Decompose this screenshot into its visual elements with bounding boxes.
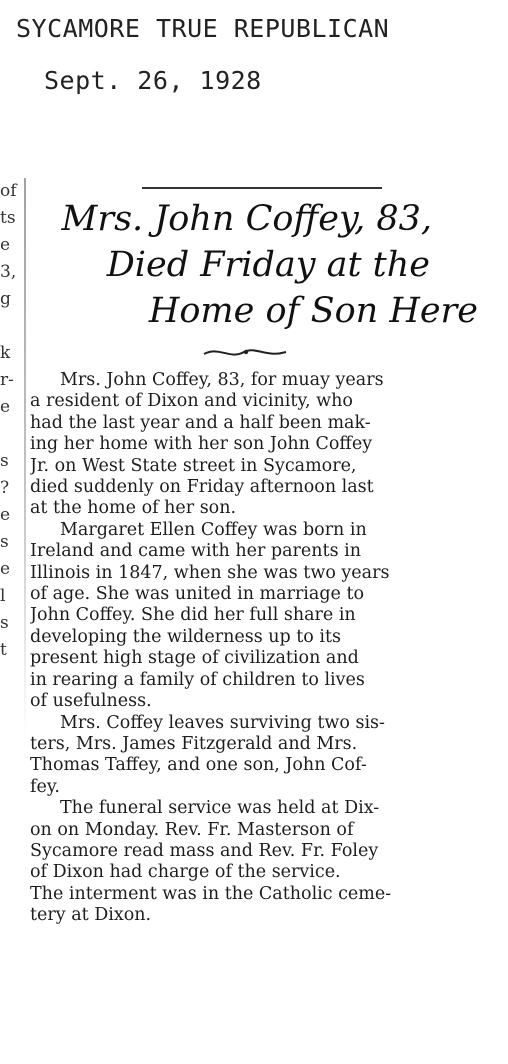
article-line: Jr. on West State street in Sycamore,: [30, 455, 357, 476]
article-line: Illinois in 1847, when she was two years: [30, 562, 390, 583]
article-line: Mrs. Coffey leaves surviving two sis-: [60, 712, 385, 733]
margin-fragment: [0, 313, 20, 340]
margin-fragment: e: [0, 397, 11, 417]
article-line: in rearing a family of children to lives: [30, 669, 365, 690]
margin-fragment: ?: [0, 478, 10, 498]
headline-line: Home of Son Here: [148, 291, 478, 331]
article-paragraph: [30, 370, 480, 520]
article-line: at the home of her son.: [30, 498, 237, 519]
headline-rule: [142, 187, 382, 189]
margin-fragment: [0, 421, 20, 448]
margin-fragment: 3,: [0, 262, 17, 282]
article-line: had the last year and a half been mak-: [30, 412, 371, 433]
margin-fragment: e: [0, 235, 11, 255]
headline-line: Died Friday at the: [106, 245, 430, 285]
margin-fragment: s: [0, 451, 9, 471]
article-paragraph: [30, 713, 480, 799]
article-line: of Dixon had charge of the service.: [30, 862, 341, 883]
article-line: ing her home with her son John Coffey: [30, 434, 373, 455]
adjacent-column-fragments: [0, 178, 20, 664]
margin-fragment: e: [0, 505, 11, 525]
article-line: died suddenly on Friday afternoon last: [30, 477, 374, 498]
article-line: of age. She was united in marriage to: [30, 584, 365, 605]
article-line: John Coffey. She did her full share in: [30, 605, 356, 626]
article-line: on on Monday. Rev. Fr. Masterson of: [30, 819, 354, 840]
newspaper-name: SYCAMORE TRUE REPUBLICAN: [16, 14, 390, 43]
article-line: tery at Dixon.: [30, 905, 152, 926]
article-line: Mrs. John Coffey, 83, for muay years: [60, 370, 384, 390]
article-line: of usefulness.: [30, 691, 152, 712]
margin-fragment: r-: [0, 370, 14, 390]
article-line: fey.: [30, 776, 60, 797]
publication-date: Sept. 26, 1928: [44, 66, 262, 95]
margin-fragment: ts: [0, 208, 16, 228]
ornament-dash: [200, 340, 290, 364]
article-line: ters, Mrs. James Fitzgerald and Mrs.: [30, 733, 358, 754]
article-line: The interment was in the Catholic ceme-: [30, 883, 392, 904]
article-line: a resident of Dixon and vicinity, who: [30, 391, 353, 412]
margin-fragment: t: [0, 640, 7, 660]
margin-fragment: l: [0, 586, 6, 606]
margin-fragment: of: [0, 181, 17, 201]
article-paragraph: [30, 520, 480, 713]
article-paragraph: [30, 798, 480, 926]
margin-fragment: k: [0, 343, 11, 363]
article-line: Margaret Ellen Coffey was born in: [60, 519, 367, 540]
headline-line: Mrs. John Coffey, 83,: [61, 199, 432, 239]
article-line: Thomas Taffey, and one son, John Cof-: [30, 755, 367, 776]
headline: [18, 196, 478, 334]
article-body: [30, 370, 480, 927]
margin-fragment: s: [0, 613, 9, 633]
article-line: developing the wilderness up to its: [30, 626, 342, 647]
margin-fragment: e: [0, 559, 11, 579]
margin-fragment: g: [0, 289, 11, 309]
article-line: Sycamore read mass and Rev. Fr. Foley: [30, 840, 379, 861]
article-line: present high stage of civilization and: [30, 648, 359, 669]
article-line: The funeral service was held at Dix-: [60, 798, 380, 819]
article-line: Ireland and came with her parents in: [30, 541, 361, 562]
margin-fragment: s: [0, 532, 9, 552]
